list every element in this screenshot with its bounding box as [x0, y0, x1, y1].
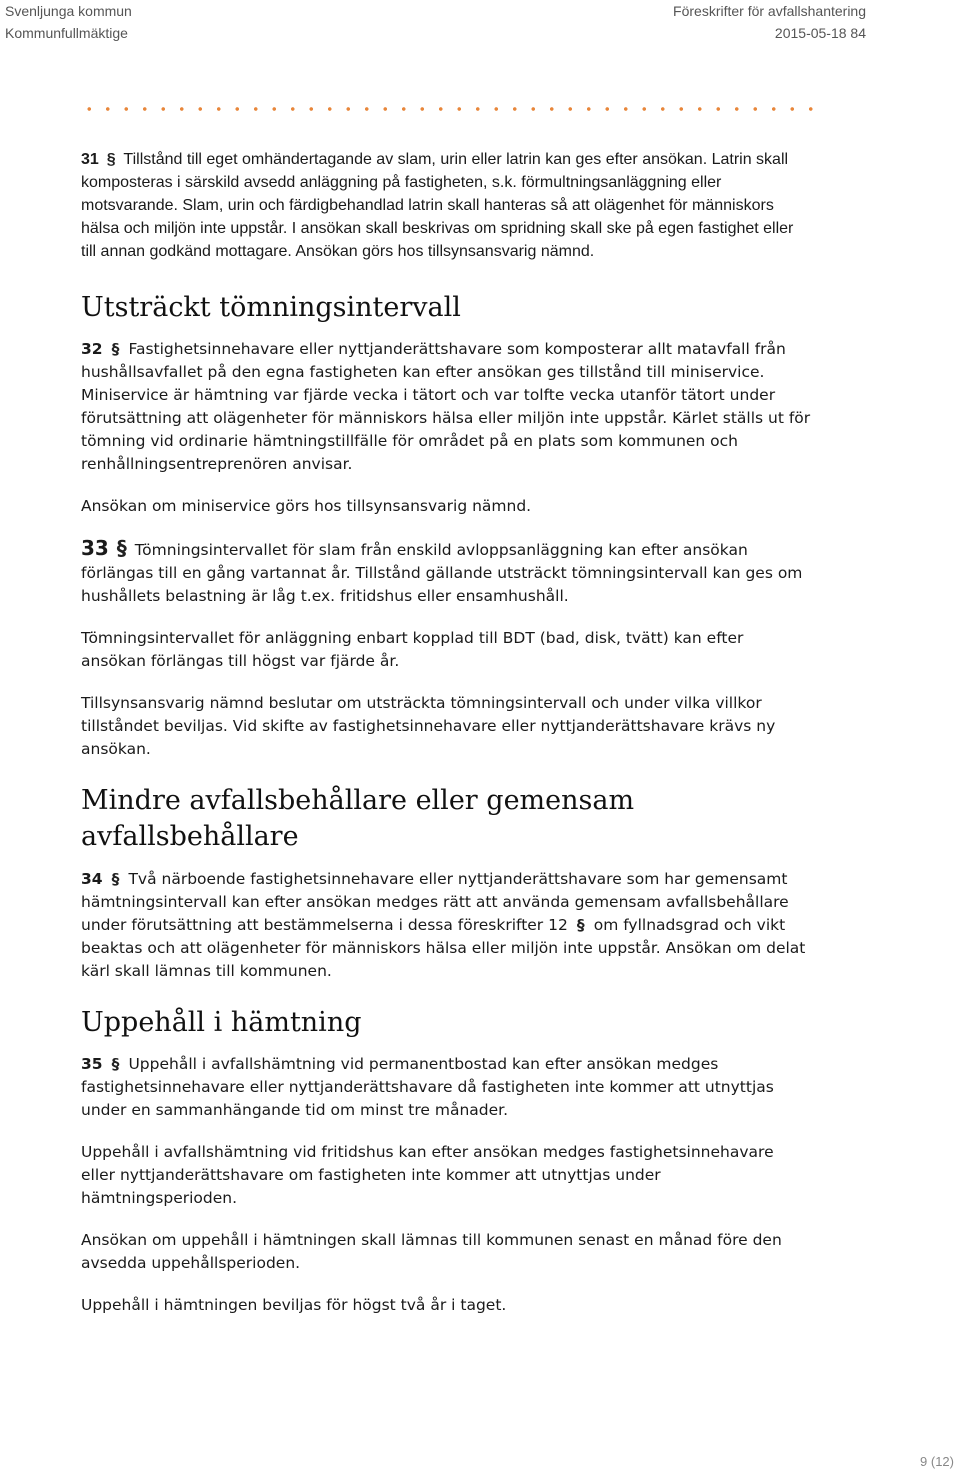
date-page: 2015-05-18 84 [774, 25, 866, 41]
doc-title: Föreskrifter för avfallshantering [673, 3, 866, 19]
paragraph-32-b: Ansökan om miniservice görs hos tillsynsansvarig nämnd. [81, 497, 532, 515]
paragraph-symbol-icon: § [111, 1055, 120, 1073]
paragraph-34 [81, 868, 811, 983]
paragraph-32 [81, 338, 811, 476]
section-text: Två närboende fastighetsinnehavare eller nyttjanderättshavare som har gemensamt hämtningsintervall kan efter ansökan medges rätt att använda gemensam avfallsbehållare under förutsättning att bestämmelserna i dessa föreskrifter 12 [81, 870, 789, 934]
page-header-left [5, 0, 132, 44]
paragraph-33-c: Tillsynsansvarig nämnd beslutar om utsträckta tömningsintervall och under vilka villkor tillståndet beviljas. Vid skifte av fastighetsinnehavare eller nyttjanderättshavare krävs ny ansökan. [81, 694, 776, 758]
paragraph-31 [81, 148, 811, 263]
section-number: 31 [81, 151, 99, 168]
heading-utstrackt: Utsträckt tömningsintervall [81, 292, 461, 323]
paragraph-33-b: Tömningsintervallet för anläggning enbart kopplad till BDT (bad, disk, tvätt) kan efter ansökan förlängas till högst var fjärde år. [81, 629, 744, 670]
page-number: 9 (12) [920, 1454, 954, 1469]
paragraph-35-d: Uppehåll i hämtningen beviljas för högst två år i taget. [81, 1296, 507, 1314]
paragraph-symbol-icon: § [111, 340, 120, 358]
document-body [81, 148, 811, 1317]
section-number: 32 [81, 340, 103, 358]
heading-mindre: Mindre avfallsbehållare eller gemensam avfallsbehållare [81, 785, 635, 852]
section-number: 35 [81, 1055, 103, 1073]
body-name: Kommunfullmäktige [5, 25, 128, 41]
section-text-cont: om fyllnadsgrad och vikt beaktas och att olägenheter för människors hälsa eller miljön inte uppstår. Ansökan om delat kärl skall lämnas till kommunen. [81, 916, 806, 980]
section-number: 33 [81, 536, 109, 560]
paragraph-35-c: Ansökan om uppehåll i hämtningen skall lämnas till kommunen senast en månad före den avsedda uppehållsperioden. [81, 1231, 782, 1272]
section-text: Tömningsintervallet för slam från enskild avloppsanläggning kan efter ansökan förlängas till en gång vartannat år. Tillstånd gällande utsträckt tömningsintervall kan ges om hushållets belastning är låg t.ex. fritidshus eller ensamhushåll. [81, 541, 803, 605]
paragraph-symbol-icon: § [576, 916, 585, 934]
heading-uppehall: Uppehåll i hämtning [81, 1007, 362, 1038]
paragraph-symbol-icon: § [116, 536, 127, 560]
dotted-divider [80, 103, 820, 115]
paragraph-35 [81, 1053, 811, 1122]
section-number: 34 [81, 870, 103, 888]
paragraph-33 [81, 537, 811, 608]
section-text: Uppehåll i avfallshämtning vid permanentbostad kan efter ansökan medges fastighetsinnehavare eller nyttjanderättshavare då fastigheten inte kommer att utnyttjas under en sammanhängande tid om minst tre månader. [81, 1055, 774, 1119]
paragraph-35-b: Uppehåll i avfallshämtning vid fritidshus kan efter ansökan medges fastighetsinnehavare eller nyttjanderättshavare om fastigheten inte kommer att utnyttjas under hämtningsperioden. [81, 1143, 774, 1207]
paragraph-symbol-icon: § [111, 870, 120, 888]
section-text: Tillstånd till eget omhändertagande av slam, urin eller latrin kan ges efter ansökan. Latrin skall komposteras i särskild avsedd anläggning på fastigheten, s.k. förmultningsanläggning eller motsvarande. Slam, urin och färdigbehandlad latrin skall hanteras så att olägenhet för människors hälsa och miljön inte uppstår. I ansökan skall beskrivas om spridning skall ske på egen fastighet eller till annan godkänd mottagare. Ansökan görs hos tillsynsansvarig nämnd. [81, 151, 794, 260]
org-name: Svenljunga kommun [5, 3, 132, 19]
paragraph-symbol-icon: § [106, 151, 116, 168]
section-text: Fastighetsinnehavare eller nyttjanderättshavare som komposterar allt matavfall från hushållsavfallet på den egna fastigheten kan efter ansökan ges tillstånd till miniservice. Miniservice är hämtning var fjärde vecka i tätort och var tolfte vecka utanför tätort under förutsättning att olägenheter för människors hälsa eller miljön inte uppstår. Kärlet ställs ut för tömning vid ordinarie hämtningstillfälle för området på en plats som kommunen och renhållningsentreprenören anvisar. [81, 340, 811, 473]
